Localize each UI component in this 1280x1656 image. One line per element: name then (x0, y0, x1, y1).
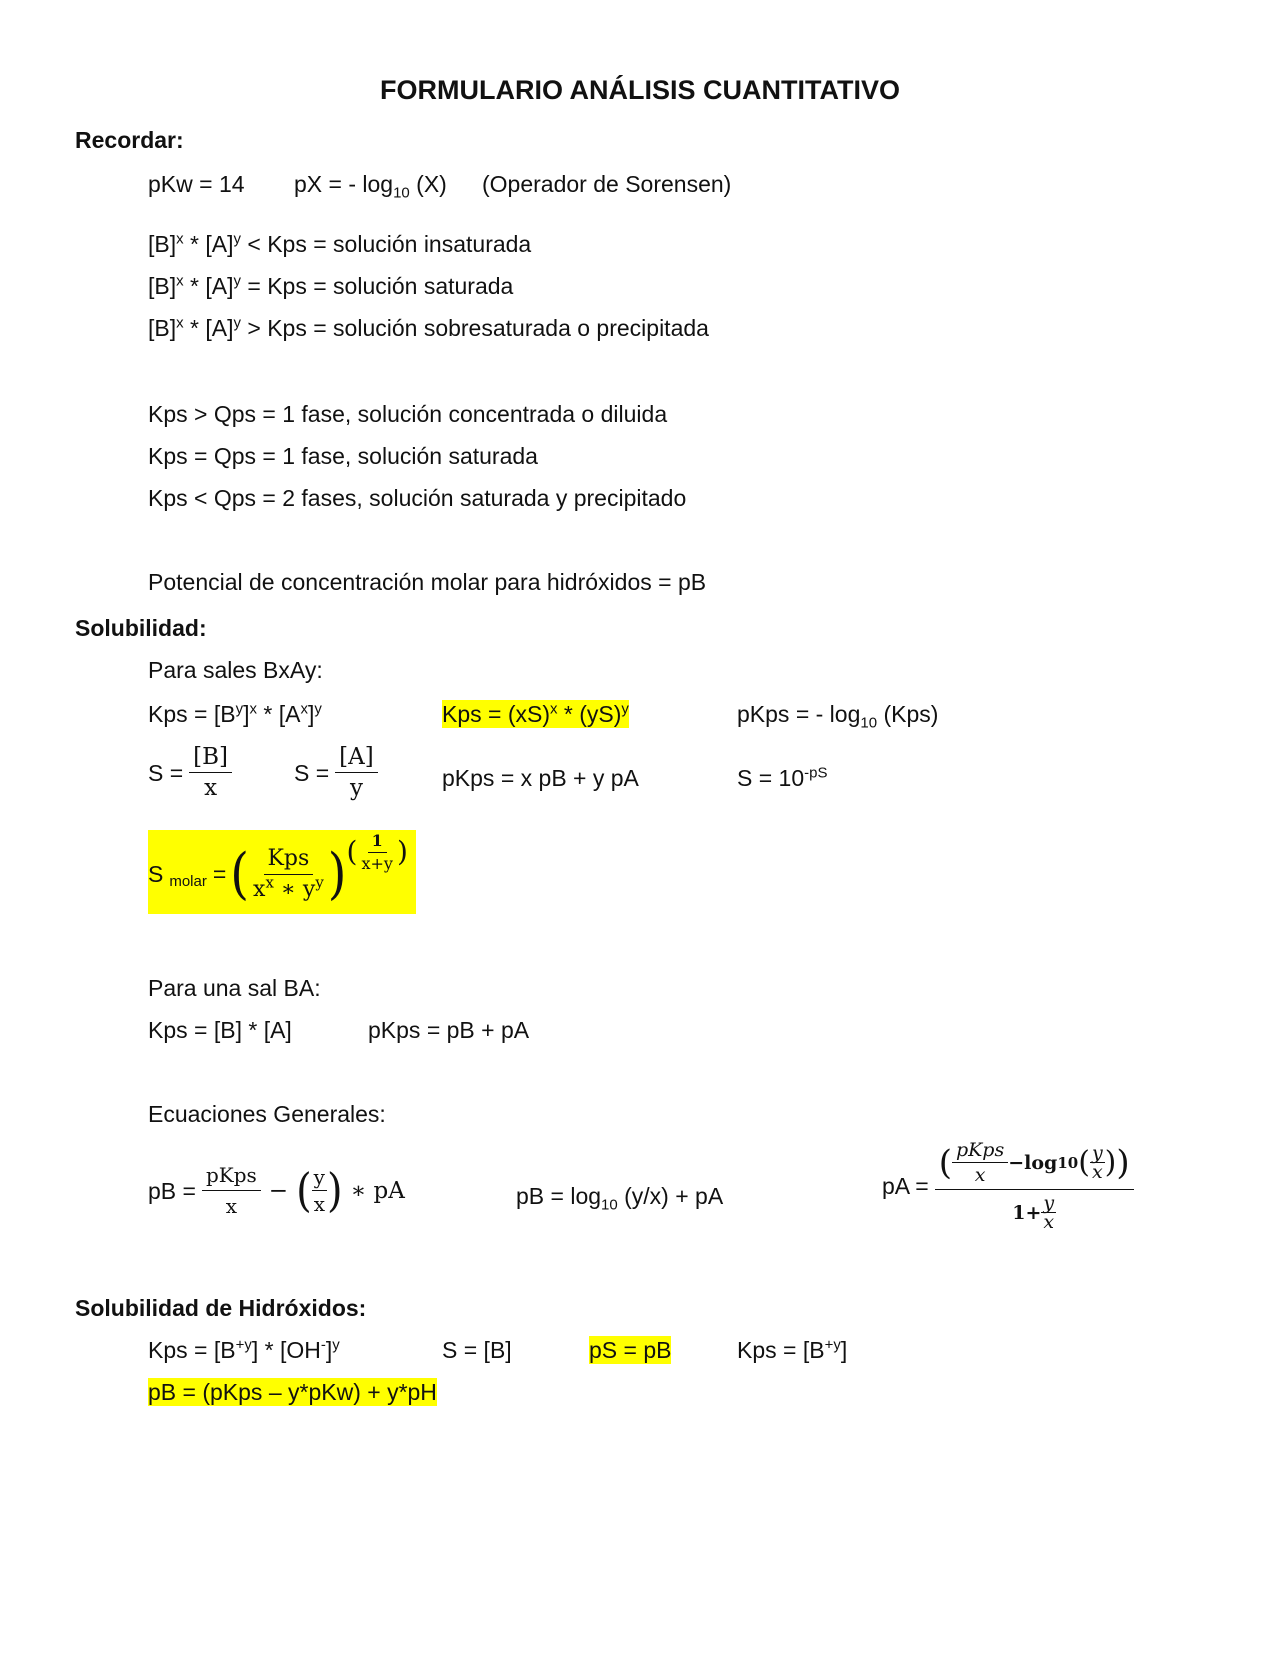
saturation-line-2: $[B]^x * [A]^y$ = Kps = solución saturada (148, 272, 514, 299)
section-heading-solubilidad: Solubilidad: (75, 615, 207, 641)
s-power-formula: $S = 10^{-pS}$ (737, 764, 828, 791)
px-formula: pX = - $\log_{10} (X)$ (294, 171, 447, 202)
potencial-line: Potencial de concentración molar para hidróxidos = pB (148, 569, 707, 595)
pkw-formula: pKw = 14 (148, 171, 245, 197)
para-sales-label: Para sales BxAy: (148, 657, 323, 683)
section-heading-recordar: Recordar: (75, 127, 184, 153)
kps-hidroxido-formula: Kps = $[B^{+y}] * [OH^-]^y$ (148, 1336, 340, 1363)
page-title: FORMULARIO ANÁLISIS CUANTITATIVO (380, 75, 900, 105)
s-b-fraction: S = $\frac{[B]}{x}$ (148, 744, 232, 801)
kps-b-formula: Kps = $[B^{+y}]$ (737, 1336, 848, 1363)
kps-qps-line-3: Kps < Qps = 2 fases, solución saturada y precipitado (148, 485, 687, 511)
pkps-ba-formula: pKps = pB + pA (368, 1017, 530, 1043)
section-heading-hidroxidos: Solubilidad de Hidróxidos: (75, 1295, 367, 1321)
saturation-line-3: $[B]^x * [A]^y$ > Kps = solución sobresaturada o precipitada (148, 314, 709, 341)
general-equation-2: pB = $\log_{10} (y/x)$ + pA (516, 1183, 724, 1214)
sorensen-note: (Operador de Sorensen) (482, 171, 732, 197)
kps-definition: Kps = $[B^y]^x * [A^x]^y$ (148, 700, 322, 727)
kps-xs-formula: Kps = (xS)$^x$ * (yS)$^y$ (442, 700, 629, 727)
s-b-formula: S = [B] (442, 1337, 512, 1363)
para-sal-ba-label: Para una sal BA: (148, 975, 321, 1001)
pkps-sum-formula: pKps = x pB + y pA (442, 765, 639, 791)
pb-hidroxido-formula: pB = (pKps – y*pKw) + y*pH (148, 1379, 437, 1405)
s-a-fraction: S = $\frac{[A]}{y}$ (294, 744, 378, 801)
kps-qps-line-1: Kps > Qps = 1 fase, solución concentrada o diluida (148, 401, 668, 427)
ecuaciones-label: Ecuaciones Generales: (148, 1101, 386, 1127)
ps-pb-formula: pS = pB (589, 1337, 672, 1363)
general-equation-3: pA = ( $\frac{\text{pKps}}{x}$ −log 10 ( $\frac{y}{x}$ ) ) 1+ $\frac{y}{x}$ (882, 1140, 1134, 1231)
kps-qps-line-2: Kps = Qps = 1 fase, solución saturada (148, 443, 538, 469)
kps-ba-formula: Kps = [B] * [A] (148, 1017, 292, 1043)
general-equation-1: pB = $\frac{\text{pKps}}{x}$ − ( $\frac{y}{x}$ ) ∗ pA (148, 1163, 405, 1218)
s-molar-formula: S $_{molar}$ = ( $\frac{\text{Kps}}{x^x ∗ y^y}$ ) ( $\frac{1}{x+y}$ ) (148, 830, 408, 907)
pkps-log-formula: pKps = - $\log_{10} (Kps)$ (737, 701, 939, 732)
saturation-line-1: $[B]^x * [A]^y$ < Kps = solución insaturada (148, 230, 532, 257)
